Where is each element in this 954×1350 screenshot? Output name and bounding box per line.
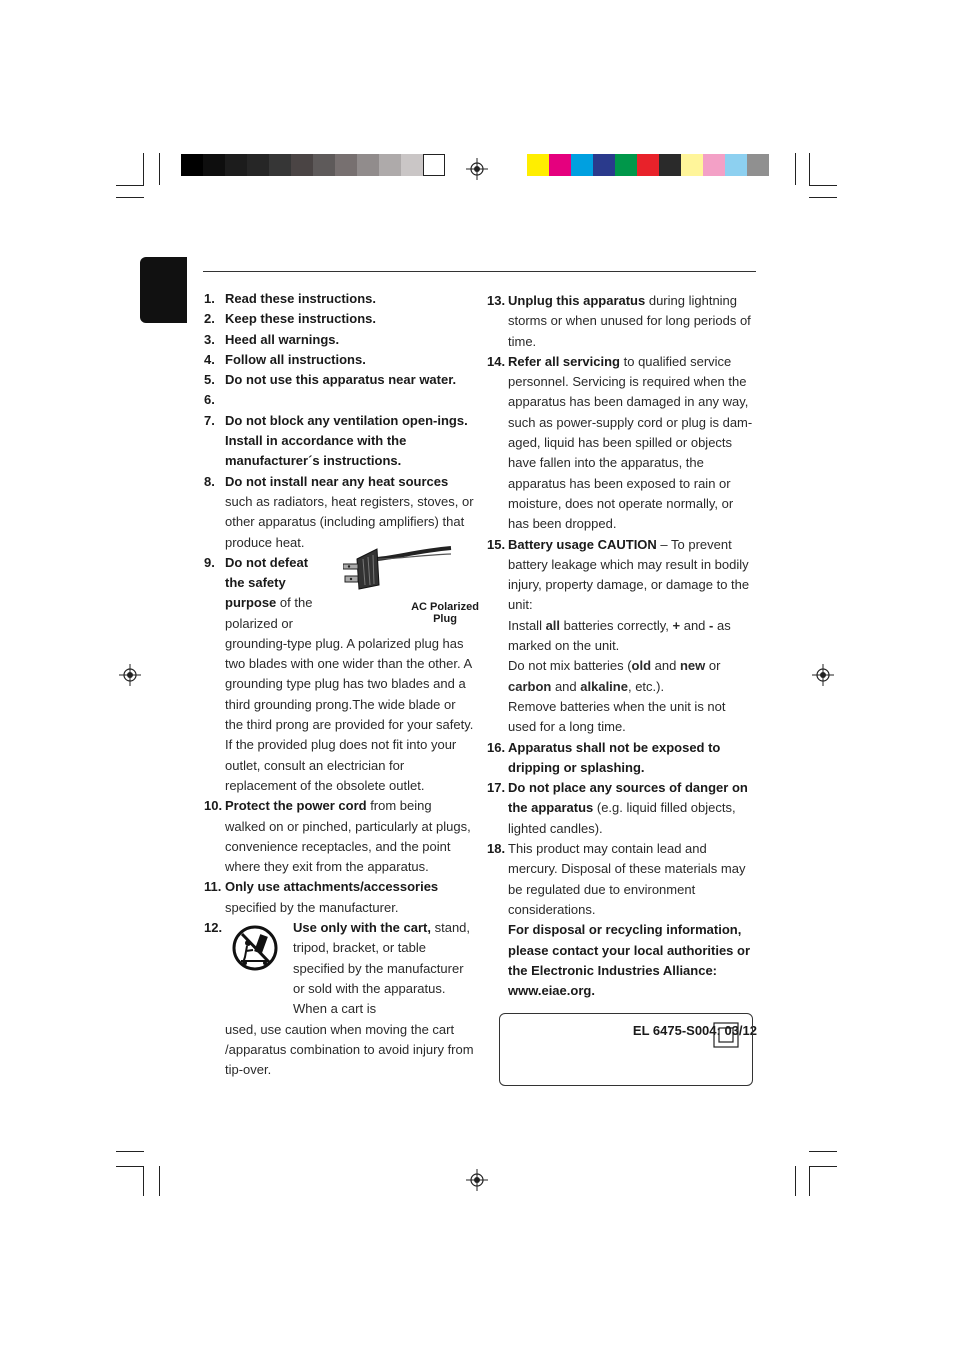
item-text: of the xyxy=(276,595,313,611)
color-swatch xyxy=(571,154,593,176)
item-number: 2. xyxy=(204,311,215,327)
crop-mark xyxy=(809,197,837,198)
item-text: during lightning storms or when unused for long periods of time. xyxy=(508,293,751,349)
item-text: grounding-type plug. A polarized plug has two blades with one wider than the other. A grounding type plug has two blades and a third grounding prong.The wide blade or the third prong are provided for your safety. If the provided plug does not fit into your outlet, consult an electrician for replacement of the obsolete outlet. xyxy=(225,635,474,793)
crop-mark xyxy=(809,1151,837,1152)
crop-mark xyxy=(116,1166,144,1167)
language-tab xyxy=(140,257,187,323)
color-swatch xyxy=(269,154,291,176)
item-heading: Only use attachments/accessories xyxy=(225,879,439,895)
crop-mark xyxy=(143,153,144,185)
safety-item xyxy=(204,472,474,553)
safety-item-18 xyxy=(487,839,757,1001)
safety-item-9 xyxy=(204,553,479,796)
item-text: – To prevent battery leakage which may result in bodily injury, property damage, or damage to the unit: xyxy=(508,536,750,613)
item-heading-line: the safety xyxy=(225,575,286,591)
item-heading: Apparatus shall not be exposed to dripping or splashing. xyxy=(508,739,721,775)
item-heading: Protect the power cord xyxy=(225,798,367,814)
crop-mark xyxy=(159,153,160,185)
color-swatch xyxy=(379,154,401,176)
color-swatch xyxy=(313,154,335,176)
header-rule xyxy=(203,271,756,272)
item-heading: Follow all instructions. xyxy=(225,351,366,367)
item-number: 17. xyxy=(487,780,506,796)
safety-item xyxy=(204,289,474,309)
crop-mark xyxy=(116,185,144,186)
safety-item xyxy=(204,796,474,877)
safety-item xyxy=(204,330,474,350)
safety-item xyxy=(204,350,474,370)
item-heading: Battery usage CAUTION xyxy=(508,536,657,552)
color-swatch xyxy=(725,154,747,176)
item-number: 16. xyxy=(487,739,506,755)
color-swatch xyxy=(181,154,203,176)
color-swatch xyxy=(549,154,571,176)
color-swatch xyxy=(335,154,357,176)
item-heading: Read these instructions. xyxy=(225,291,376,306)
item-heading: Do not place any sources of danger on the apparatus xyxy=(508,780,748,816)
safety-item-15 xyxy=(487,535,757,738)
color-swatch xyxy=(637,154,659,176)
item-text: This product may contain lead and mercury. Disposal of these materials may be regulated due to environment considerations. xyxy=(508,841,746,917)
left-column xyxy=(204,289,479,1080)
item-number: 5. xyxy=(204,372,215,388)
battery-mix-note: Do not mix batteries (old and new or carbon and alkaline, etc.). xyxy=(508,658,721,694)
cart-warning-icon xyxy=(231,923,281,973)
color-bar xyxy=(527,154,769,176)
color-swatch xyxy=(423,154,445,176)
color-swatch xyxy=(225,154,247,176)
item-number: 10. xyxy=(204,798,223,814)
item-number: 1. xyxy=(204,291,215,306)
item-number: 8. xyxy=(204,473,215,489)
color-swatch xyxy=(203,154,225,176)
color-swatch xyxy=(703,154,725,176)
item-text: used, use caution when moving the cart /apparatus combination to avoid injury from tip-over. xyxy=(225,1021,474,1078)
item-text: (e.g. liquid filled objects, lighted candles). xyxy=(508,800,736,836)
item-heading: Use only with the cart, xyxy=(293,920,431,936)
item-heading: Do not use this apparatus near water. xyxy=(225,372,457,388)
item-text: specified by the manufacturer. xyxy=(225,899,399,915)
crop-mark xyxy=(809,153,810,185)
item-text: to qualified service personnel. Servicing is required when the apparatus has been damaged in any way, such as power-supply cord or plug is dam-aged, liquid has been spilled or objects have fallen into the apparatus, the apparatus has been exposed to rain or moisture, does not operate normally, or has been dropped. xyxy=(508,353,753,532)
right-column xyxy=(487,291,757,1042)
item-number: 15. xyxy=(487,536,506,552)
registration-mark-icon xyxy=(812,664,834,686)
registration-mark-icon xyxy=(466,158,488,180)
color-swatch xyxy=(527,154,549,176)
safety-item xyxy=(204,309,474,329)
battery-install-note: Install all batteries correctly, + and - as marked on the unit. xyxy=(508,617,731,654)
item-number: 4. xyxy=(204,351,215,367)
item-number: 7. xyxy=(204,412,215,428)
item-heading-line: purpose xyxy=(225,595,277,611)
item-number: 6. xyxy=(204,392,215,408)
item-heading-line: Do not defeat xyxy=(225,554,309,570)
grayscale-bar xyxy=(181,154,445,176)
item-text: polarized or xyxy=(225,615,293,631)
color-swatch xyxy=(357,154,379,176)
safety-item xyxy=(487,291,757,352)
polarized-plug-icon xyxy=(343,545,455,597)
crop-mark xyxy=(795,1166,796,1196)
crop-mark xyxy=(795,153,796,185)
item-number: 9. xyxy=(204,554,215,570)
registration-mark-icon xyxy=(119,664,141,686)
item-number: 13. xyxy=(487,293,506,308)
crop-mark xyxy=(809,1166,837,1167)
item-number: 3. xyxy=(204,331,215,347)
document-code: EL 6475-S004: 03/12 xyxy=(632,1023,757,1039)
safety-item xyxy=(204,370,474,390)
crop-mark xyxy=(143,1166,144,1196)
safety-item xyxy=(204,877,474,918)
plug-caption-line: AC Polarized xyxy=(411,600,479,613)
battery-remove-note: Remove batteries when the unit is not used for a long time. xyxy=(508,698,726,735)
crop-mark xyxy=(159,1166,160,1196)
color-swatch xyxy=(747,154,769,176)
item-heading: Keep these instructions. xyxy=(225,311,376,327)
crop-mark xyxy=(809,185,837,186)
item-heading: Do not install near any heat sources xyxy=(225,473,449,489)
disposal-info: For disposal or recycling information, please contact your local authorities or the Electronic Industries Alliance: www.eiae.org. xyxy=(508,922,751,999)
item-number: 12. xyxy=(204,920,223,936)
item-text: stand, tripod, bracket, or table specified by the manufacturer or sold with the apparatus. When a cart is xyxy=(293,920,471,1017)
item-heading: Heed all warnings. xyxy=(225,331,340,347)
color-swatch xyxy=(247,154,269,176)
safety-item xyxy=(204,411,474,472)
item-number: 18. xyxy=(487,841,506,857)
item-number: 11. xyxy=(204,879,222,895)
item-heading: Do not block any ventilation open-ings. Install in accordance with the manufacturer´s instructions. xyxy=(225,412,468,469)
color-swatch xyxy=(401,154,423,176)
info-box xyxy=(499,1013,753,1086)
color-swatch xyxy=(681,154,703,176)
item-heading: Refer all servicing xyxy=(508,353,620,369)
crop-mark xyxy=(116,1151,144,1152)
color-swatch xyxy=(291,154,313,176)
item-number: 14. xyxy=(487,353,506,369)
plug-caption-line: Plug xyxy=(433,612,457,625)
color-swatch xyxy=(593,154,615,176)
item-text: such as radiators, heat registers, stoves, or other apparatus (including amplifiers) that produce heat. xyxy=(225,493,474,550)
crop-mark xyxy=(809,1166,810,1196)
item-text: from being walked on or pinched, particularly at plugs, convenience receptacles, and the point where they exit from the apparatus. xyxy=(225,798,471,875)
double-insulation-icon xyxy=(713,1022,739,1048)
safety-item-12 xyxy=(204,918,474,1080)
safety-item xyxy=(204,390,474,410)
crop-mark xyxy=(116,197,144,198)
registration-mark-icon xyxy=(466,1169,488,1191)
safety-item xyxy=(487,352,757,535)
safety-item xyxy=(487,778,757,839)
color-swatch xyxy=(615,154,637,176)
item-heading: Unplug this apparatus xyxy=(508,293,646,308)
color-swatch xyxy=(659,154,681,176)
safety-item xyxy=(487,738,757,779)
